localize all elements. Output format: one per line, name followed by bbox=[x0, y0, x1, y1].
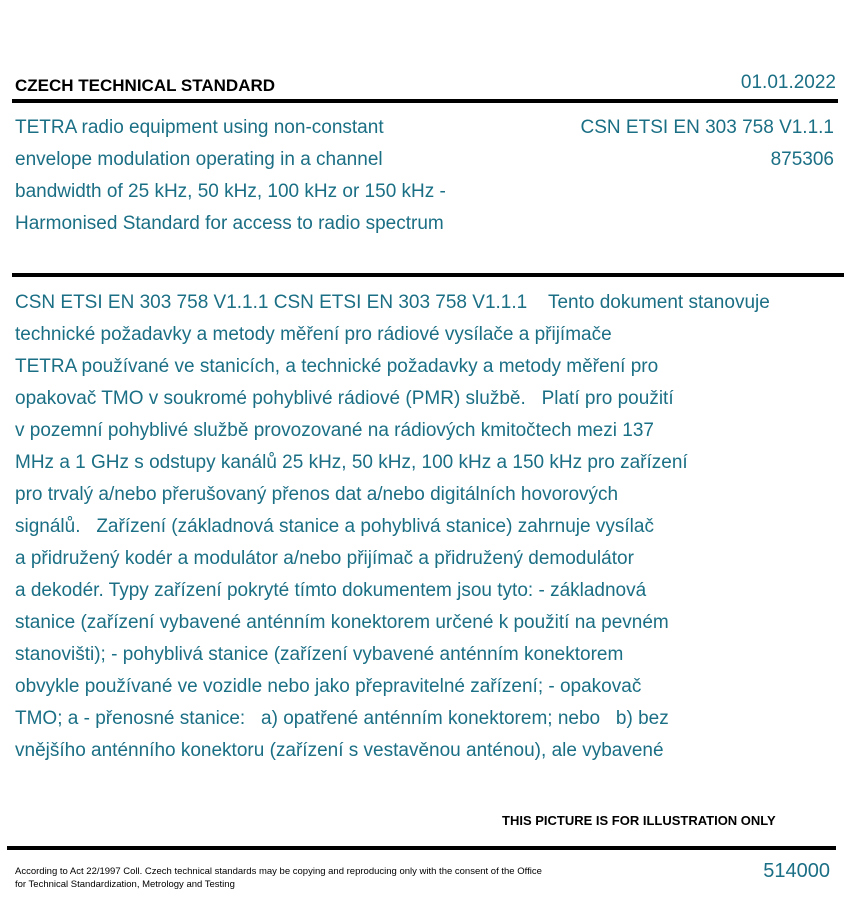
abstract-line: stanovišti); - pohyblivá stanice (zařízení vybavené anténním konektorem bbox=[15, 644, 624, 665]
abstract-line: v pozemní pohyblivé službě provozované na rádiových kmitočtech mezi 137 bbox=[15, 420, 654, 441]
document-title: TETRA radio equipment using non-constant envelope modulation operating in a channel bandwidth of 25 kHz, 50 kHz, 100 kHz or 150 kHz - Harmonised Standard for access to radio spectrum bbox=[15, 117, 446, 234]
abstract-line: obvykle používané ve vozidle nebo jako přepravitelné zařízení; - opakovač bbox=[15, 676, 642, 697]
document-identifiers bbox=[581, 112, 834, 176]
abstract-line: a přidružený kodér a modulátor a/nebo přijímač a přidružený demodulátor bbox=[15, 548, 634, 569]
page-number: 514000 bbox=[763, 860, 830, 882]
abstract-line: TMO; a - přenosné stanice: a) opatřené anténním konektorem; nebo b) bez bbox=[15, 708, 669, 729]
abstract-line: TETRA používané ve stanicích, a technické požadavky a metody měření pro bbox=[15, 356, 659, 377]
abstract-line: CSN ETSI EN 303 758 V1.1.1 CSN ETSI EN 303 758 V1.1.1 Tento dokument stanovuje bbox=[15, 292, 770, 313]
abstract-line: stanice (zařízení vybavené anténním konektorem určené k použití na pevném bbox=[15, 612, 669, 633]
footer-divider bbox=[7, 846, 836, 850]
legal-line: According to Act 22/1997 Coll. Czech technical standards may be copying and reproducing only with the consent of the Office bbox=[15, 866, 542, 877]
illustration-note: THIS PICTURE IS FOR ILLUSTRATION ONLY bbox=[502, 813, 776, 828]
abstract-line: pro trvalý a/nebo přerušovaný přenos dat a/nebo digitálních hovorových bbox=[15, 484, 619, 505]
standard-type-heading: CZECH TECHNICAL STANDARD bbox=[15, 76, 276, 95]
abstract-line: a dekodér. Typy zařízení pokryté tímto dokumentem jsou tyto: - základnová bbox=[15, 580, 647, 601]
catalog-number: 875306 bbox=[770, 149, 834, 170]
abstract-line: vnějšího anténního konektoru (zařízení s vestavěnou anténou), ale vybavené bbox=[15, 740, 664, 761]
abstract-line: MHz a 1 GHz s odstupy kanálů 25 kHz, 50 kHz, 100 kHz a 150 kHz pro zařízení bbox=[15, 452, 688, 473]
standard-number: CSN ETSI EN 303 758 V1.1.1 bbox=[580, 117, 834, 138]
legal-line: for Technical Standardization, Metrology and Testing bbox=[15, 879, 235, 890]
abstract-text bbox=[15, 287, 865, 767]
publication-date: 01.01.2022 bbox=[740, 72, 836, 93]
legal-notice bbox=[15, 865, 585, 891]
abstract-line: technické požadavky a metody měření pro rádiové vysílače a přijímače bbox=[15, 324, 612, 345]
title-divider bbox=[12, 273, 844, 277]
abstract-line: signálů. Zařízení (základnová stanice a pohyblivá stanice) zahrnuje vysílač bbox=[15, 516, 654, 537]
header-divider bbox=[12, 99, 838, 103]
abstract-line: opakovač TMO v soukromé pohyblivé rádiové (PMR) službě. Platí pro použití bbox=[15, 388, 674, 409]
